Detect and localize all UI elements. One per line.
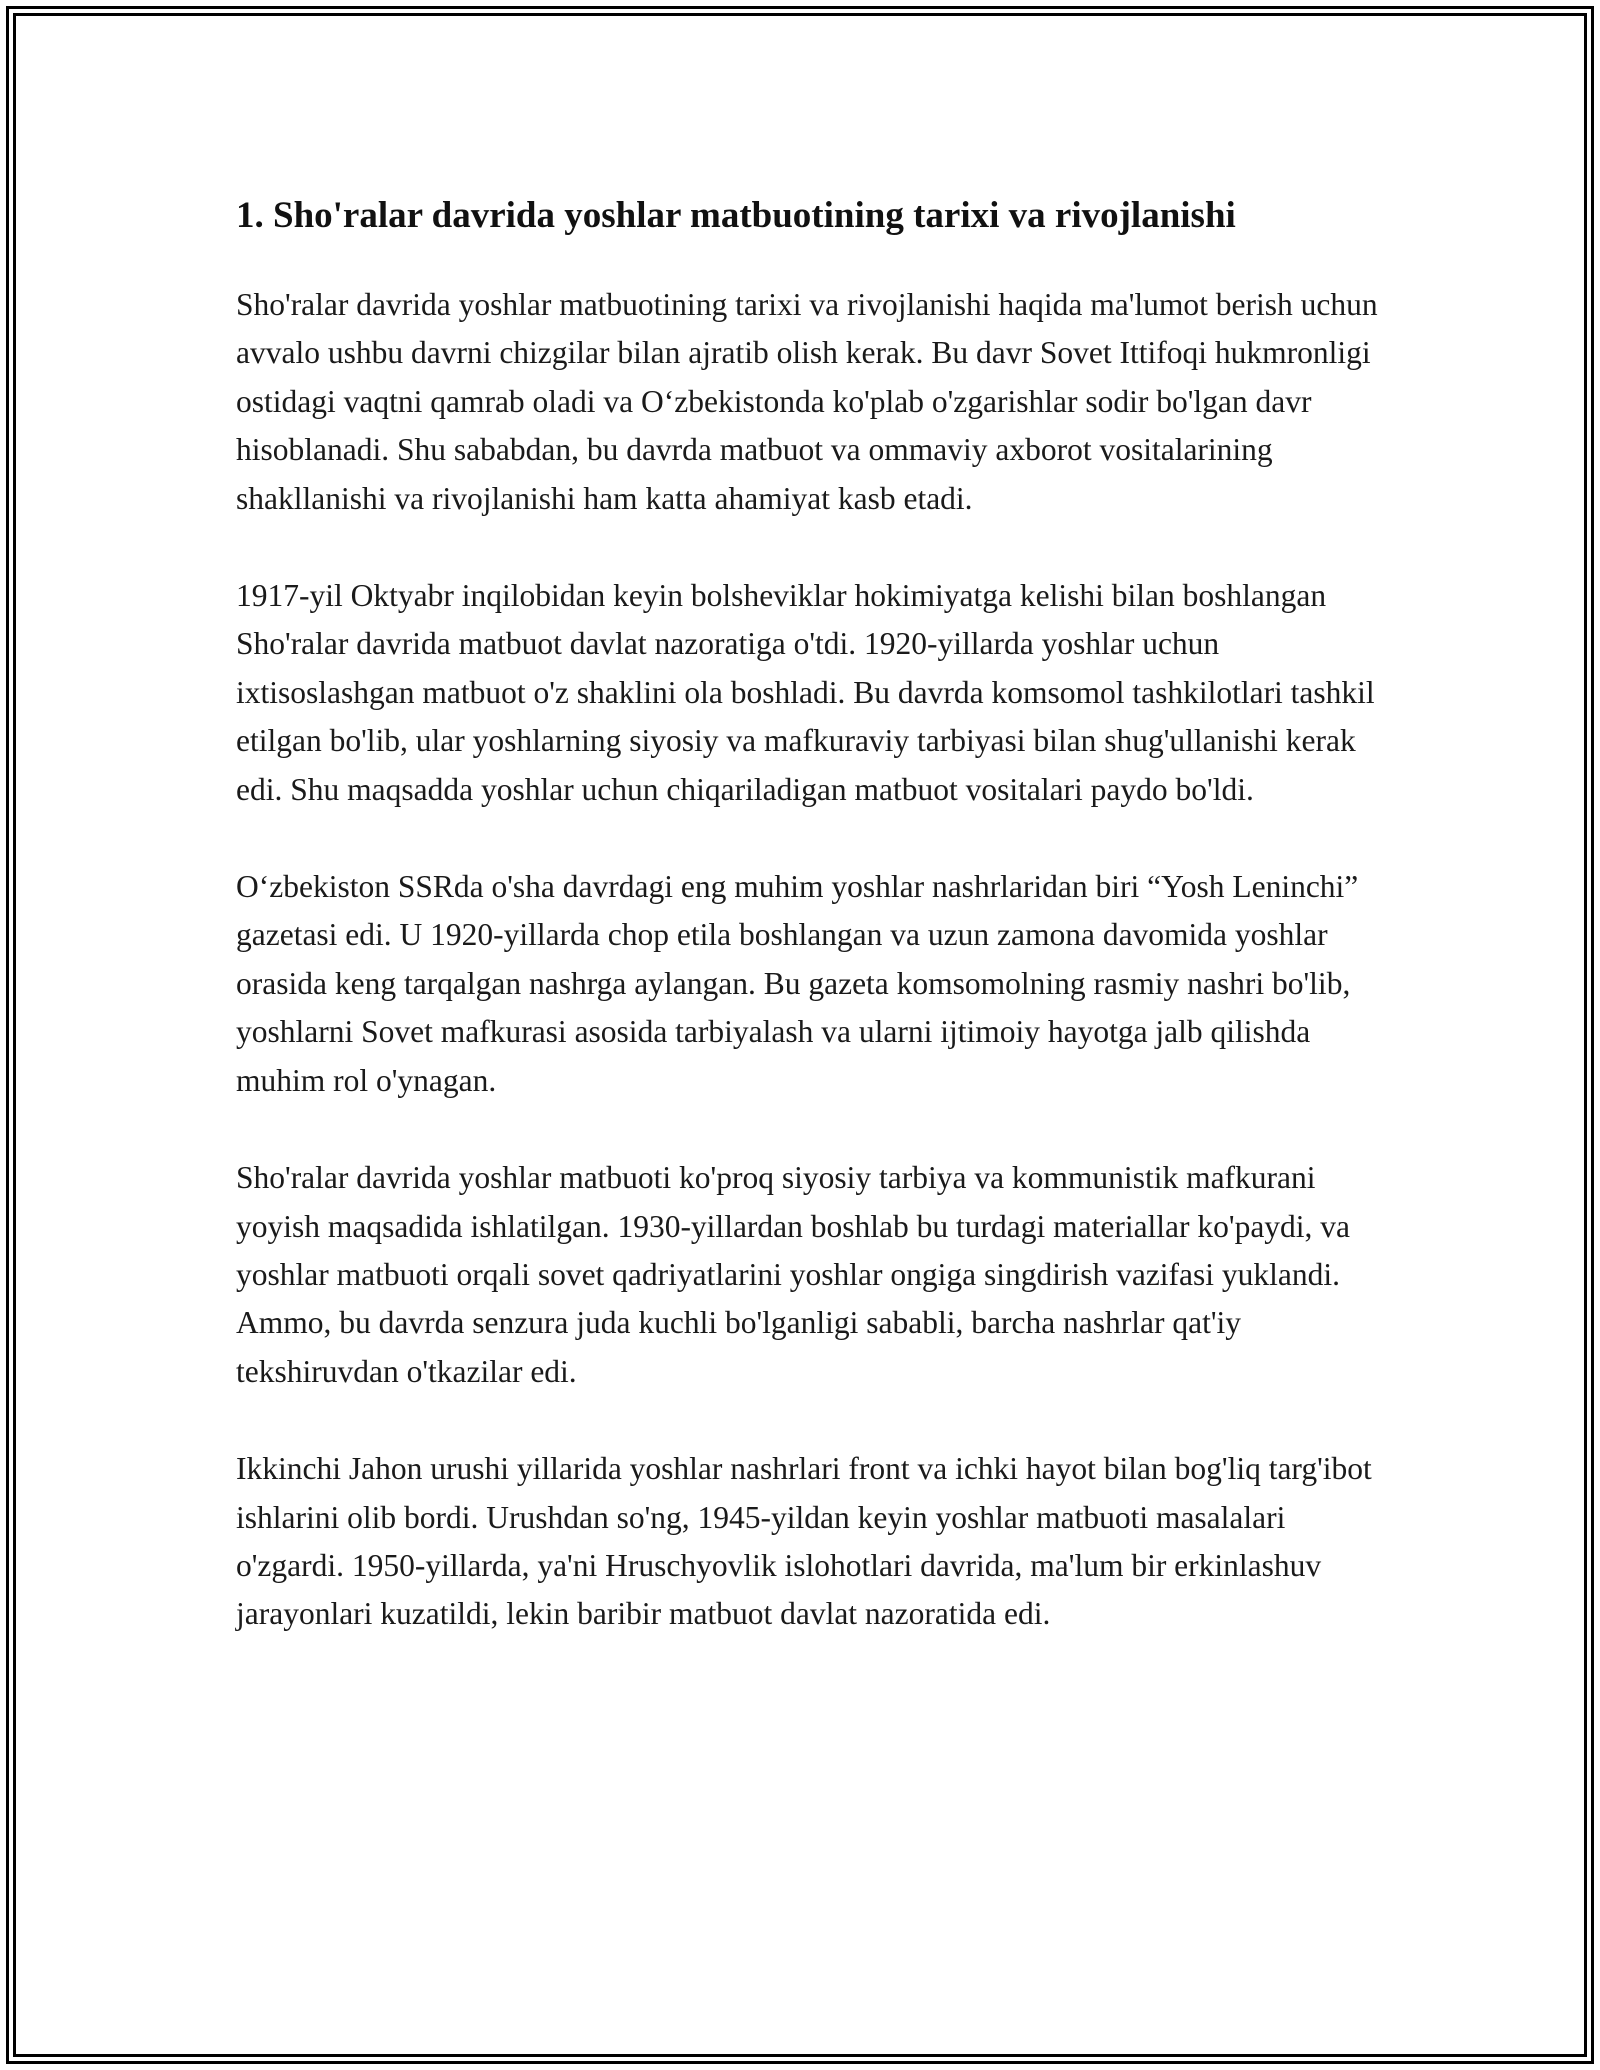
section-heading: 1. Sho'ralar davrida yoshlar matbuotining tarixi va rivojlanishi <box>236 195 1236 236</box>
document-body <box>236 188 1386 1688</box>
paragraph-5: Ikkinchi Jahon urushi yillarida yoshlar nashrlari front va ichki hayot bilan bog'liq targ'ibot ishlarini olib bordi. Urushdan so'ng, 1945-yildan keyin yoshlar matbuoti masalalari o'zgardi. 1950-yillarda, ya'ni Hruschyovlik islohotlari davrida, ma'lum bir erkinlashuv jarayonlari kuzatildi, lekin baribir matbuot davlat nazoratida edi. <box>236 1451 1372 1632</box>
paragraph-2: 1917-yil Oktyabr inqilobidan keyin bolsheviklar hokimiyatga kelishi bilan boshlangan Sho'ralar davrida matbuot davlat nazoratiga o'tdi. 1920-yillarda yoshlar uchun ixtisoslashgan matbuot o'z shaklini ola boshladi. Bu davrda komsomol tashkilotlari tashkil etilgan bo'lib, ular yoshlarning siyosiy va mafkuraviy tarbiyasi bilan shug'ullanishi kerak edi. Shu maqsadda yoshlar uchun chiqariladigan matbuot vositalari paydo bo'ldi. <box>236 578 1375 807</box>
paragraph-4: Sho'ralar davrida yoshlar matbuoti ko'proq siyosiy tarbiya va kommunistik mafkurani yoyish maqsadida ishlatilgan. 1930-yillardan boshlab bu turdagi materiallar ko'paydi, va yoshlar matbuoti orqali sovet qadriyatlarini yoshlar ongiga singdirish vazifasi yuklandi. Ammo, bu davrda senzura juda kuchli bo'lganligi sababli, barcha nashrlar qat'iy tekshiruvdan o'tkazilar edi. <box>236 1160 1351 1389</box>
paragraph-1: Sho'ralar davrida yoshlar matbuotining tarixi va rivojlanishi haqida ma'lumot berish uchun avvalo ushbu davrni chizgilar bilan ajratib olish kerak. Bu davr Sovet Ittifoqi hukmronligi ostidagi vaqtni qamrab oladi va O‘zbekistonda ko'plab o'zgarishlar sodir bo'lgan davr hisoblanadi. Shu sababdan, bu davrda matbuot va ommaviy axborot vositalarining shakllanishi va rivojlanishi ham katta ahamiyat kasb etadi. <box>236 287 1378 516</box>
paragraph-3: O‘zbekiston SSRda o'sha davrdagi eng muhim yoshlar nashrlaridan biri “Yosh Leninchi” gazetasi edi. U 1920-yillarda chop etila boshlangan va uzun zamona davomida yoshlar orasida keng tarqalgan nashrga aylangan. Bu gazeta komsomolning rasmiy nashri bo'lib, yoshlarni Sovet mafkurasi asosida tarbiyalash va ularni ijtimoiy hayotga jalb qilishda muhim rol o'ynagan. <box>236 869 1359 1098</box>
